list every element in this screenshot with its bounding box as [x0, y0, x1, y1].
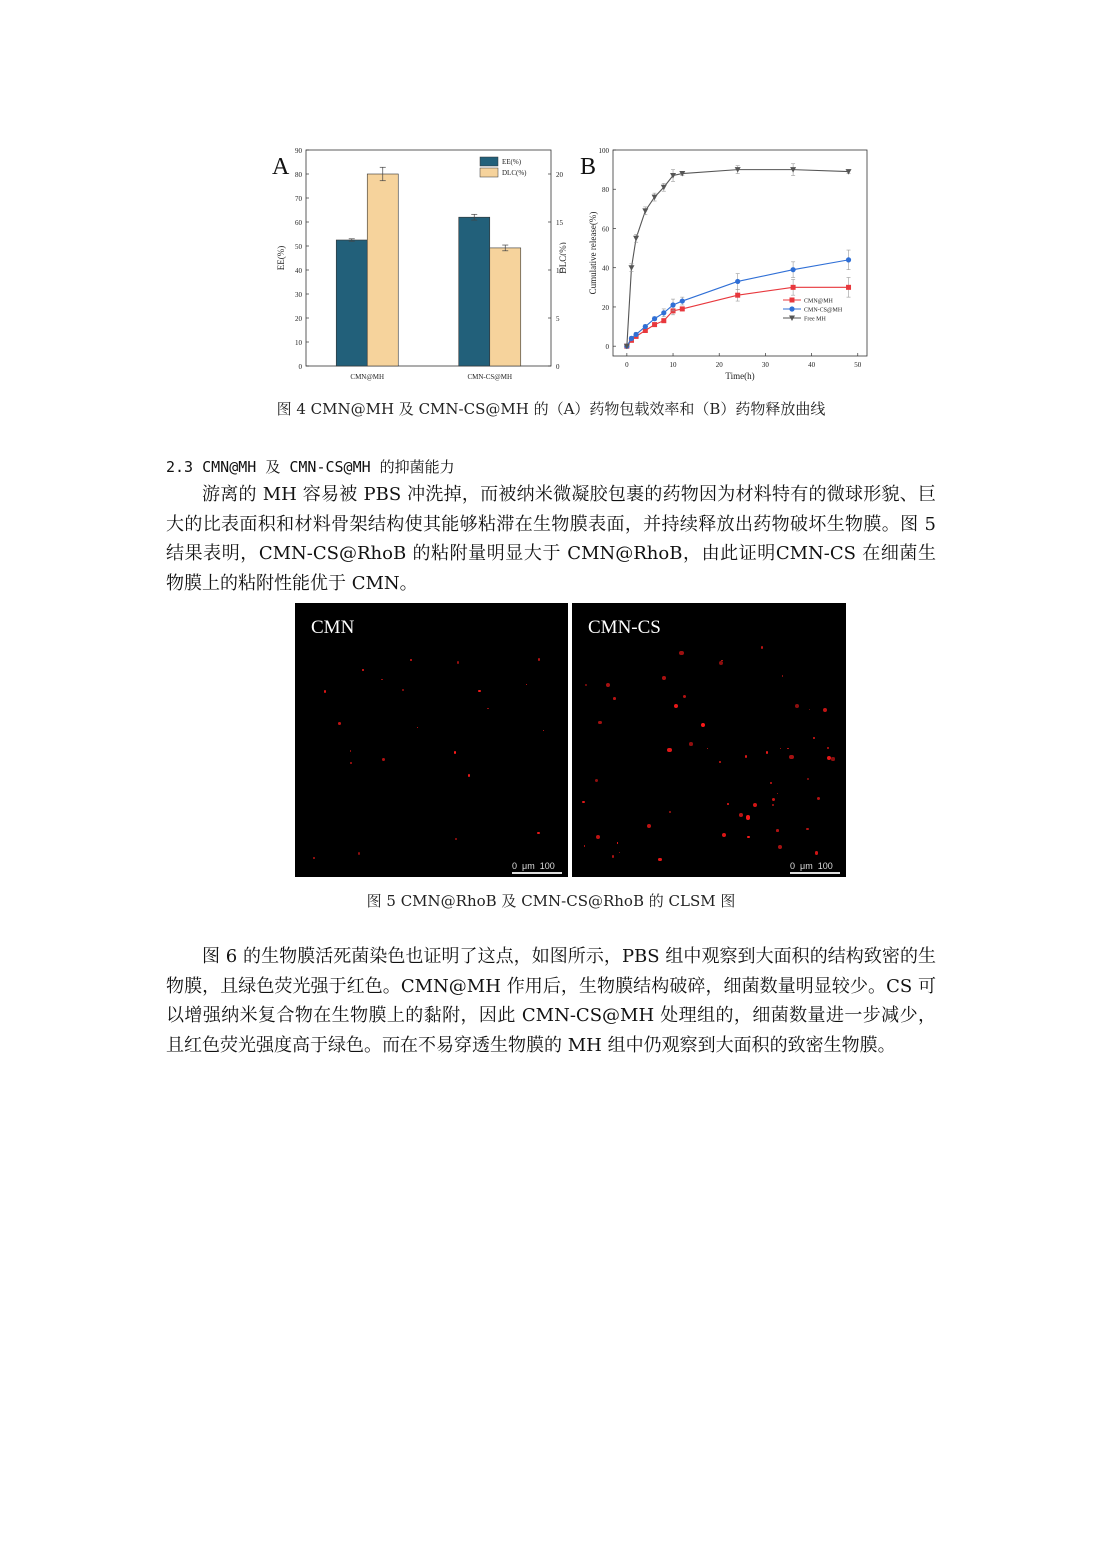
data-point: [661, 318, 666, 323]
fluorescent-spot: [381, 679, 383, 681]
fluorescent-spot: [468, 774, 470, 776]
x-tick-label: CMN-CS@MH: [467, 373, 513, 381]
data-point: [642, 208, 648, 214]
fluorescent-spot: [745, 755, 747, 757]
fluorescent-spot: [612, 855, 615, 858]
fluorescent-spot: [807, 778, 808, 779]
scale-start: 0: [512, 861, 518, 871]
data-point: [680, 306, 685, 311]
paragraph-1-text: 游离的 MH 容易被 PBS 冲洗掉，而被纳米微凝胶包裹的药物因为材料特有的微球形貌、巨大的比表面积和材料骨架结构使其能够粘滞在生物膜表面，并持续释放出药物破坏生物膜。图 5 结果表明，CMN-CS@RhoB 的粘附量明显大于 CMN@RhoB，由此证明CMN-CS 在细菌生物膜上的粘附性能优于 CMN。: [166, 484, 936, 594]
fluorescent-spot: [787, 748, 789, 750]
fluorescent-spot: [770, 782, 772, 784]
data-point: [670, 302, 675, 307]
clsm-image-cmn: [295, 603, 568, 877]
fluorescent-spot: [455, 838, 457, 840]
fluorescent-spot: [362, 669, 364, 671]
y-tick-label: 20: [295, 315, 302, 323]
fluorescent-spot: [538, 658, 541, 661]
fluorescent-spot: [777, 793, 778, 794]
legend-label: EE(%): [502, 158, 522, 166]
y2-tick-label: 5: [556, 315, 560, 323]
data-point: [790, 298, 795, 303]
fluorescent-spot: [780, 748, 781, 749]
data-point: [846, 285, 851, 290]
fluorescent-spot: [382, 758, 385, 761]
paragraph-2-text: 图 6 的生物膜活死菌染色也证明了这点，如图所示，PBS 组中观察到大面积的结构致密的生物膜，且绿色荧光强于红色。CMN@MH 作用后，生物膜结构破碎，细菌数量明显较少。CS 可以增强纳米复合物在生物膜上的黏附，因此 CMN-CS@MH 处理组的，细菌数量进一步减少，且红色荧光强度高于绿色。而在不易穿透生物膜的 MH 组中仍观察到大面积的致密生物膜。: [166, 946, 936, 1056]
figure-4-panel-a: [266, 140, 566, 389]
fluorescent-spot: [727, 803, 729, 805]
y-tick-label: 0: [605, 343, 609, 352]
fluorescent-spot: [823, 708, 827, 712]
fluorescent-spot: [526, 684, 527, 685]
fluorescent-spot: [795, 704, 799, 708]
fluorescent-spot: [719, 661, 723, 665]
bar-chart: [266, 140, 566, 385]
panel-b-letter: B: [580, 154, 597, 180]
fluorescent-spot: [417, 727, 419, 729]
data-point: [661, 310, 666, 315]
plot-frame: [613, 150, 867, 356]
y-tick-label: 20: [602, 303, 609, 312]
fluorescent-spot: [701, 723, 705, 727]
y-tick-label: 100: [598, 147, 609, 155]
y-tick-label: 0: [298, 363, 302, 371]
x-tick-label: 20: [715, 361, 723, 369]
fluorescent-spot: [402, 689, 404, 691]
y-tick-label: 60: [295, 219, 302, 227]
fluorescent-spot: [761, 646, 763, 648]
fluorescent-spot: [584, 845, 586, 847]
fluorescent-spot: [478, 690, 480, 692]
y-tick-label: 70: [295, 195, 302, 203]
y2-tick-label: 20: [556, 171, 563, 179]
data-point: [680, 298, 685, 303]
fluorescent-spot: [338, 722, 341, 725]
fluorescent-spot: [350, 750, 352, 752]
fluorescent-spot: [683, 695, 686, 698]
fluorescent-spot: [739, 813, 743, 817]
x-tick-label: 40: [808, 361, 816, 369]
fluorescent-spot: [753, 803, 757, 807]
legend-label: DLC(%): [502, 169, 527, 177]
fluorescent-spot: [669, 811, 671, 813]
y-tick-label: 60: [602, 225, 609, 234]
y-tick-label: 40: [602, 264, 609, 273]
release-line-chart: [570, 140, 875, 385]
paragraph-1: [166, 480, 936, 598]
bar: [490, 248, 521, 366]
data-point: [643, 324, 648, 329]
legend-swatch: [480, 157, 498, 166]
y-tick-label: 50: [295, 243, 302, 251]
fluorescent-spot: [537, 832, 540, 835]
y-tick-label: 80: [295, 171, 302, 179]
fluorescent-spot: [582, 801, 584, 803]
scale-bar: [790, 861, 840, 874]
clsm-label-cmn: CMN: [311, 617, 355, 638]
fluorescent-spot: [766, 751, 769, 754]
data-point: [791, 285, 796, 290]
data-point: [652, 316, 657, 321]
fluorescent-spot: [543, 730, 544, 731]
fluorescent-spot: [817, 797, 820, 800]
panel-a-letter: A: [272, 154, 290, 180]
fluorescent-spot: [806, 828, 808, 830]
fluorescent-spot: [324, 690, 326, 692]
x-tick-label: 30: [761, 361, 769, 369]
fluorescent-spot: [667, 748, 671, 752]
fluorescent-spot: [679, 651, 683, 655]
legend-label: Free MH: [804, 316, 826, 323]
clsm-label-cmn-cs: CMN-CS: [588, 617, 661, 638]
fluorescent-spot: [772, 804, 775, 807]
fluorescent-spot: [722, 833, 726, 837]
y2-tick-label: 15: [556, 219, 563, 227]
fluorescent-spot: [719, 761, 722, 764]
scale-line: [790, 872, 840, 874]
data-point: [791, 267, 796, 272]
x-tick-label: CMN@MH: [350, 373, 385, 381]
scale-end: 100: [817, 861, 833, 871]
paragraph-2: [166, 942, 936, 1060]
y-tick-label: 10: [295, 339, 302, 347]
y2-axis-label: DLC(%): [558, 242, 566, 274]
fluorescent-spot: [674, 704, 678, 708]
fluorescent-spot: [827, 747, 829, 749]
data-point: [846, 257, 851, 262]
figure-5-caption: 图 5 CMN@RhoB 及 CMN-CS@RhoB 的 CLSM 图: [366, 892, 736, 910]
scale-unit: μm: [522, 861, 535, 871]
y-tick-label: 40: [295, 267, 302, 275]
fluorescent-spot: [772, 798, 775, 801]
data-point: [633, 236, 639, 242]
fluorescent-spot: [707, 748, 708, 749]
y-tick-label: 30: [295, 291, 302, 299]
fluorescent-spot: [647, 824, 651, 828]
fluorescent-spot: [454, 751, 456, 753]
fluorescent-spot: [617, 842, 619, 844]
bar: [459, 217, 490, 366]
fluorescent-spot: [689, 742, 693, 746]
scale-start: 0: [790, 861, 796, 871]
fluorescent-spot: [782, 675, 783, 676]
fluorescent-spot: [776, 829, 779, 832]
x-tick-label: 0: [625, 361, 629, 369]
fluorescent-spot: [827, 756, 831, 760]
legend-label: CMN@MH: [804, 298, 833, 305]
y2-tick-label: 0: [556, 363, 560, 371]
fluorescent-spot: [595, 779, 598, 782]
x-axis-label: Time(h): [725, 371, 755, 381]
legend-label: CMN-CS@MH: [804, 307, 843, 314]
y-axis-label: EE(%): [276, 245, 286, 271]
legend-swatch: [480, 168, 498, 177]
data-point: [735, 279, 740, 284]
y-tick-label: 80: [602, 186, 609, 195]
data-point: [789, 306, 794, 311]
y-tick-label: 90: [295, 147, 302, 155]
fluorescent-spot: [778, 845, 782, 849]
bar: [367, 174, 398, 366]
fluorescent-spot: [747, 836, 750, 839]
figure-4-panel-b: [570, 140, 875, 389]
fluorescent-spot: [457, 661, 459, 663]
fluorescent-spot: [619, 852, 621, 854]
fluorescent-spot: [746, 815, 750, 819]
data-point: [628, 265, 634, 271]
fluorescent-spot: [809, 709, 810, 710]
fluorescent-spot: [358, 852, 361, 855]
fluorescent-spot: [662, 676, 666, 680]
fluorescent-spot: [410, 659, 412, 661]
fluorescent-spot: [606, 683, 610, 687]
scale-unit: μm: [800, 861, 813, 871]
fluorescent-spot: [815, 851, 818, 854]
scale-line: [512, 872, 562, 874]
figure-4-caption: 图 4 CMN@MH 及 CMN-CS@MH 的（A）药物包载效率和（B）药物释放曲线: [276, 400, 826, 418]
fluorescent-spot: [596, 835, 600, 839]
fluorescent-spot: [658, 858, 661, 861]
fluorescent-spot: [313, 857, 315, 859]
fluorescent-spot: [350, 762, 352, 764]
y2-tick-label: 10: [556, 267, 563, 275]
data-point: [629, 336, 634, 341]
bar: [336, 240, 367, 366]
scale-bar: [512, 861, 562, 874]
fluorescent-spot: [613, 697, 616, 700]
scale-end: 100: [539, 861, 555, 871]
fluorescent-spot: [585, 684, 587, 686]
section-heading: 2.3 CMN@MH 及 CMN-CS@MH 的抑菌能力: [166, 458, 455, 476]
fluorescent-spot: [487, 708, 488, 709]
x-tick-label: 50: [854, 361, 862, 369]
fluorescent-spot: [813, 737, 815, 739]
fluorescent-spot: [831, 757, 834, 760]
data-point: [652, 322, 657, 327]
clsm-image-cmn-cs: [572, 603, 846, 877]
fluorescent-spot: [789, 755, 793, 759]
fluorescent-spot: [598, 721, 602, 725]
data-point: [735, 293, 740, 298]
y-axis-label: Cumulative release(%): [588, 211, 598, 295]
data-point: [633, 332, 638, 337]
x-tick-label: 10: [669, 361, 677, 369]
